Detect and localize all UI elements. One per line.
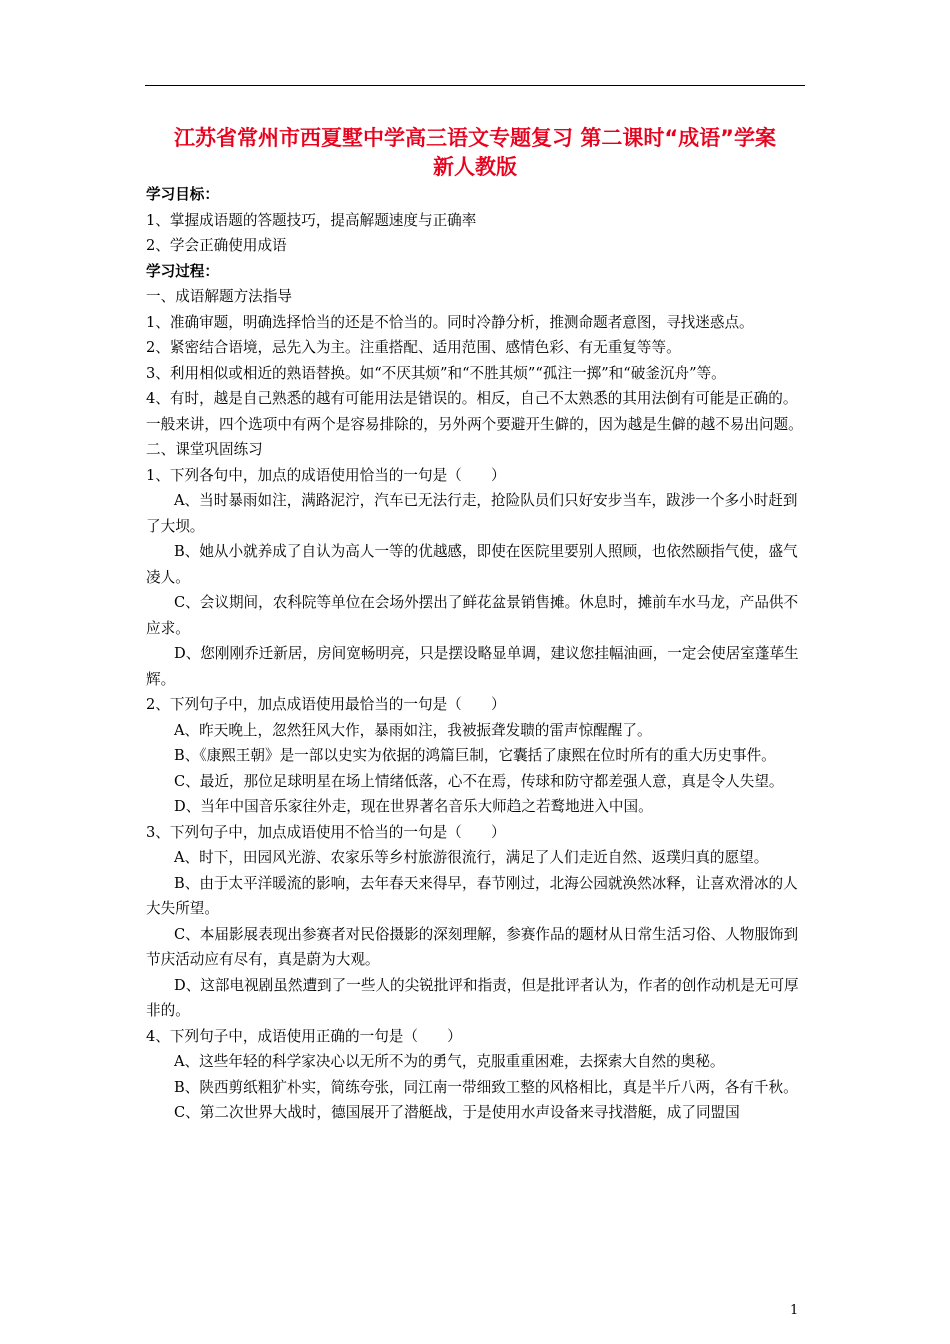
- question-option: D、这部电视剧虽然遭到了一些人的尖锐批评和指责，但是批评者认为，作者的创作动机是无可厚非的。: [146, 976, 799, 1019]
- question-option: D、当年中国音乐家往外走，现在世界著名音乐大师趋之若鹜地进入中国。: [174, 798, 653, 815]
- goal-item: 1、掌握成语题的答题技巧，提高解题速度与正确率: [146, 211, 477, 229]
- question-option: A、时下，田园风光游、农家乐等乡村旅游很流行，满足了人们走近自然、返璞归真的愿望。: [174, 849, 769, 866]
- question-option: C、会议期间，农科院等单位在会场外摆出了鲜花盆景销售摊。休息时，摊前车水马龙，产品供不应求。: [146, 594, 799, 637]
- question-option: C、本届影展表现出参赛者对民俗摄影的深刻理解，参赛作品的题材从日常生活习俗、人物服饰到节庆活动应有尽有，真是蔚为大观。: [146, 925, 799, 968]
- section-heading: 一、成语解题方法指导: [146, 288, 292, 305]
- tip-item: 4、有时，越是自己熟悉的越有可能用法是错误的。相反，自己不太熟悉的其用法倒有可能是正确的。一般来讲，四个选项中有两个是容易排除的，另外两个要避开生僻的，因为越是生僻的越不易出问题。: [146, 390, 803, 433]
- process-heading: 学习过程：: [146, 262, 219, 280]
- question-stem: 1、下列各句中，加点的成语使用恰当的一句是（ ）: [146, 466, 506, 484]
- tip-item: 2、紧密结合语境，忌先入为主。注重搭配、适用范围、感情色彩、有无重复等等。: [146, 339, 681, 356]
- page-number: 1: [790, 1303, 799, 1318]
- title-line-2: 新人教版: [433, 155, 517, 179]
- section-heading: 二、课堂巩固练习: [146, 441, 263, 458]
- goal-item: 2、学会正确使用成语: [146, 237, 287, 254]
- question-option: B、陕西剪纸粗犷朴实，简练夸张，同江南一带细致工整的风格相比，真是半斤八两，各有千秋。: [174, 1078, 798, 1096]
- question-option: A、当时暴雨如注，满路泥泞，汽车已无法行走，抢险队员们只好安步当车，跋涉一个多小时赶到了大坝。: [146, 492, 798, 535]
- question-option: D、您刚刚乔迁新居，房间宽畅明亮，只是摆设略显单调，建议您挂幅油画，一定会使居室蓬荜生辉。: [146, 645, 799, 688]
- question-option: B、由于太平洋暖流的影响，去年春天来得早，春节刚过，北海公园就涣然冰释，让喜欢滑冰的人大失所望。: [146, 874, 798, 917]
- question-option: A、昨天晚上，忽然狂风大作，暴雨如注，我被振聋发聩的雷声惊醒醒了。: [174, 721, 652, 739]
- document-body: [146, 182, 808, 1126]
- title-line-1: 江苏省常州市西夏墅中学高三语文专题复习 第二课时“成语”学案: [174, 126, 776, 150]
- tip-item: 1、准确审题，明确选择恰当的还是不恰当的。同时冷静分析，推测命题者意图，寻找迷惑点。: [146, 313, 754, 331]
- question-stem: 4、下列句子中，成语使用正确的一句是（ ）: [146, 1027, 462, 1045]
- question-option: B、她从小就养成了自认为高人一等的优越感，即使在医院里要别人照顾，也依然颐指气使，盛气凌人。: [146, 543, 798, 586]
- question-option: C、第二次世界大战时，德国展开了潜艇战，于是使用水声设备来寻找潜艇，成了同盟国: [174, 1104, 740, 1121]
- question-stem: 3、下列句子中，加点成语使用不恰当的一句是（ ）: [146, 823, 506, 841]
- question-option: A、这些年轻的科学家决心以无所不为的勇气，克服重重困难，去探索大自然的奥秘。: [174, 1053, 725, 1070]
- document-title: [130, 124, 820, 182]
- goals-heading: 学习目标：: [146, 186, 219, 203]
- question-option: B、《康熙王朝》是一部以史实为依据的鸿篇巨制，它囊括了康熙在位时所有的重大历史事件。: [174, 747, 776, 764]
- header-rule: [145, 85, 805, 86]
- question-option: C、最近，那位足球明星在场上情绪低落，心不在焉，传球和防守都差强人意，真是令人失望。: [174, 772, 784, 790]
- tip-item: 3、利用相似或相近的熟语替换。如“不厌其烦”和“不胜其烦”“孤注一掷”和“破釜沉舟”等。: [146, 364, 726, 382]
- question-stem: 2、下列句子中，加点成语使用最恰当的一句是（ ）: [146, 696, 506, 713]
